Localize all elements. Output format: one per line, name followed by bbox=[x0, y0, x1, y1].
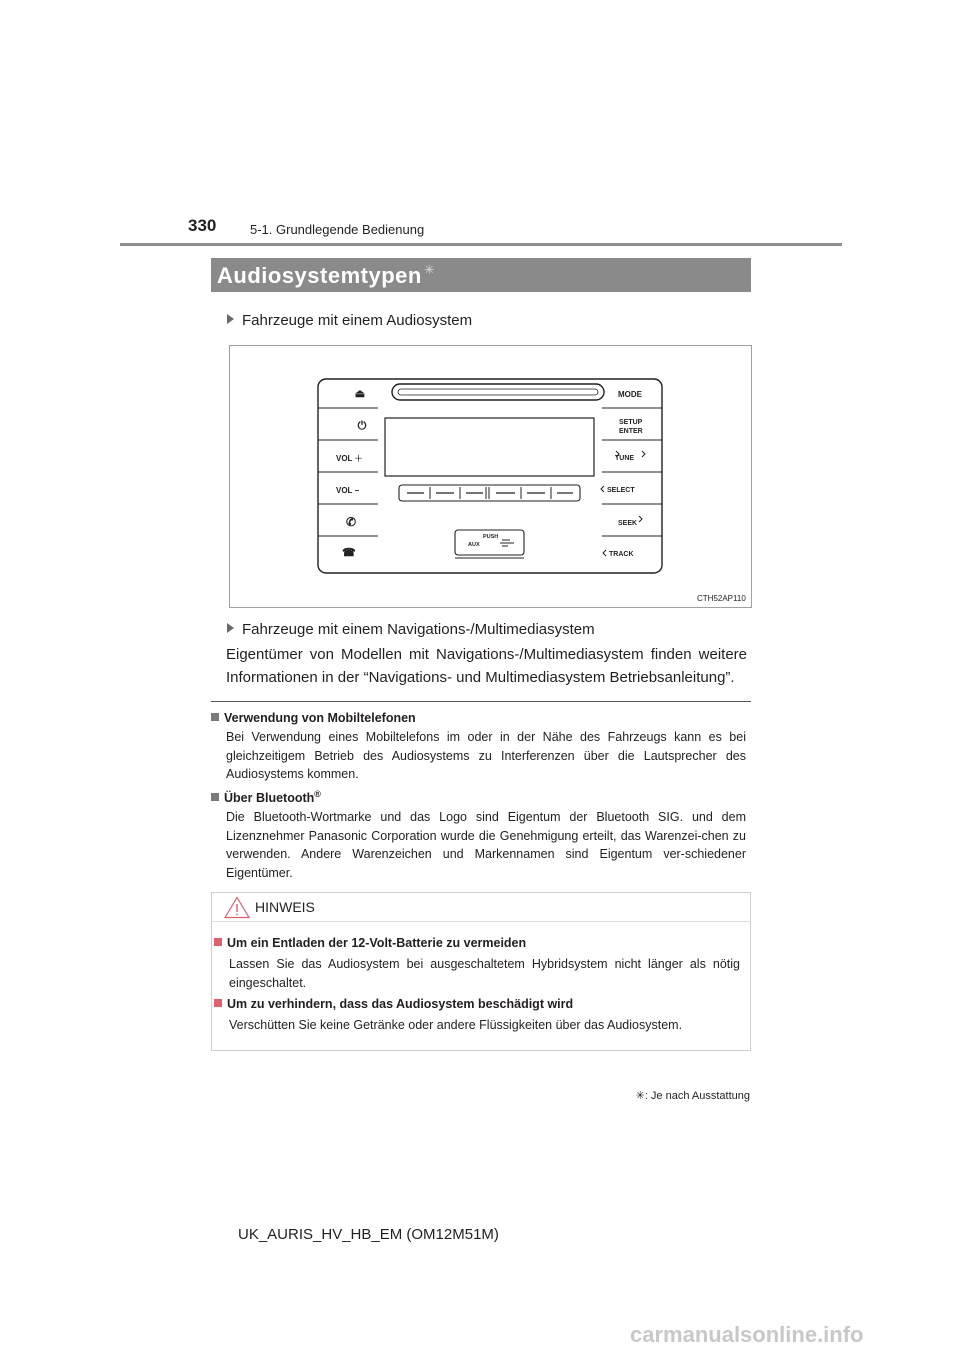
hinweis-body-damage: Verschütten Sie keine Getränke oder andere Flüssigkeiten über das Audiosystem. bbox=[229, 1018, 683, 1032]
warning-triangle-icon bbox=[224, 896, 250, 919]
hinweis-header-rule bbox=[212, 921, 750, 922]
hinweis-label: HINWEIS bbox=[255, 899, 315, 915]
select-chevron-icon bbox=[601, 486, 604, 492]
hinweis-heading-damage-text: Um zu verhindern, dass das Audiosystem beschädigt wird bbox=[227, 997, 574, 1011]
seek-label: SEEK bbox=[618, 520, 638, 527]
note-heading-bluetooth bbox=[211, 789, 321, 805]
hang-up-icon: ☎ bbox=[342, 547, 356, 559]
hinweis-heading-damage bbox=[214, 997, 573, 1011]
page-number: 330 bbox=[188, 216, 217, 235]
hinweis-heading-battery-text: Um ein Entladen der 12-Volt-Batterie zu vermeiden bbox=[227, 936, 527, 950]
square-bullet-icon bbox=[214, 999, 222, 1007]
track-chevron-icon bbox=[603, 550, 606, 556]
triangle-bullet-icon bbox=[227, 623, 234, 633]
section-title bbox=[217, 262, 435, 289]
track-label: TRACK bbox=[609, 551, 634, 558]
audio-unit-illustration bbox=[230, 346, 751, 607]
note-heading-mobile bbox=[211, 711, 416, 725]
phone-icon: ✆ bbox=[346, 515, 357, 529]
push-label: PUSH bbox=[483, 534, 499, 540]
select-label: SELECT bbox=[607, 487, 635, 494]
document-id: UK_AURIS_HV_HB_EM (OM12M51M) bbox=[238, 1226, 499, 1243]
section-title-text: Audiosystemtypen bbox=[217, 263, 422, 288]
hinweis-heading-battery bbox=[214, 936, 526, 950]
square-bullet-icon bbox=[211, 713, 219, 721]
seek-chevron-icon bbox=[639, 516, 642, 522]
power-icon: ⏻ bbox=[357, 420, 367, 432]
audio-unit-figure bbox=[229, 345, 752, 608]
note-body-bluetooth: Die Bluetooth-Wortmarke und das Logo sind Eigentum der Bluetooth SIG. und dem Lizenznehmer Panasonic Corporation wurde die Genehmigung erteilt, das Warenzei-chen zu verwenden. Andere Warenzeichen und Markennamen sind Eigentum ver-schiedener Eigentümer. bbox=[226, 810, 746, 880]
note-heading-mobile-text: Verwendung von Mobiltelefonen bbox=[224, 711, 416, 725]
setup-label: SETUP bbox=[619, 419, 643, 426]
eject-icon: ⏏ bbox=[354, 388, 366, 400]
vol-down-label: VOL − bbox=[336, 486, 360, 495]
header-rule bbox=[120, 243, 842, 246]
footnote-marker: ✳ bbox=[635, 1090, 645, 1102]
variant-navigation bbox=[227, 621, 595, 638]
separator-rule bbox=[211, 701, 751, 702]
watermark: carmanualsonline.info bbox=[630, 1322, 864, 1347]
figure-code: CTH52AP110 bbox=[697, 594, 746, 603]
running-head: 5-1. Grundlegende Bedienung bbox=[250, 222, 425, 237]
variant-audio-label: Fahrzeuge mit einem Audiosystem bbox=[242, 312, 473, 329]
variant-navigation-label: Fahrzeuge mit einem Navigations-/Multimediasystem bbox=[242, 621, 595, 638]
square-bullet-icon bbox=[211, 793, 219, 801]
equipment-footnote bbox=[600, 1089, 750, 1102]
mode-label: MODE bbox=[618, 390, 642, 399]
note-body-mobile: Bei Verwendung eines Mobiltelefons im oder in der Nähe des Fahrzeugs kann es bei gleichzeitigem Betrieb des Audiosystems zu Interferenzen über die Lautsprecher des Audiosystems kommen. bbox=[226, 730, 746, 781]
square-bullet-icon bbox=[214, 938, 222, 946]
intro-paragraph: Eigentümer von Modellen mit Navigations-/Multimediasystem finden weitere Informationen in der “Navigations- und Multimediasystem Betriebsanleitung”. bbox=[226, 646, 747, 686]
tune-label: TUNE bbox=[615, 455, 635, 462]
equipment-marker: ✳ bbox=[423, 262, 436, 277]
enter-label: ENTER bbox=[619, 428, 643, 435]
triangle-bullet-icon bbox=[227, 314, 234, 324]
variant-audio bbox=[227, 312, 472, 329]
vol-up-label: VOL ＋ bbox=[336, 454, 363, 463]
note-heading-bluetooth-text: Über Bluetooth bbox=[224, 791, 315, 806]
footnote-text: : Je nach Ausstattung bbox=[644, 1090, 750, 1102]
registered-mark: ® bbox=[314, 789, 321, 799]
aux-label: AUX bbox=[468, 542, 480, 548]
hinweis-body-battery: Lassen Sie das Audiosystem bei ausgeschaltetem Hybridsystem nicht länger als nötig eingeschaltet. bbox=[229, 957, 740, 990]
usb-icon bbox=[500, 540, 514, 546]
